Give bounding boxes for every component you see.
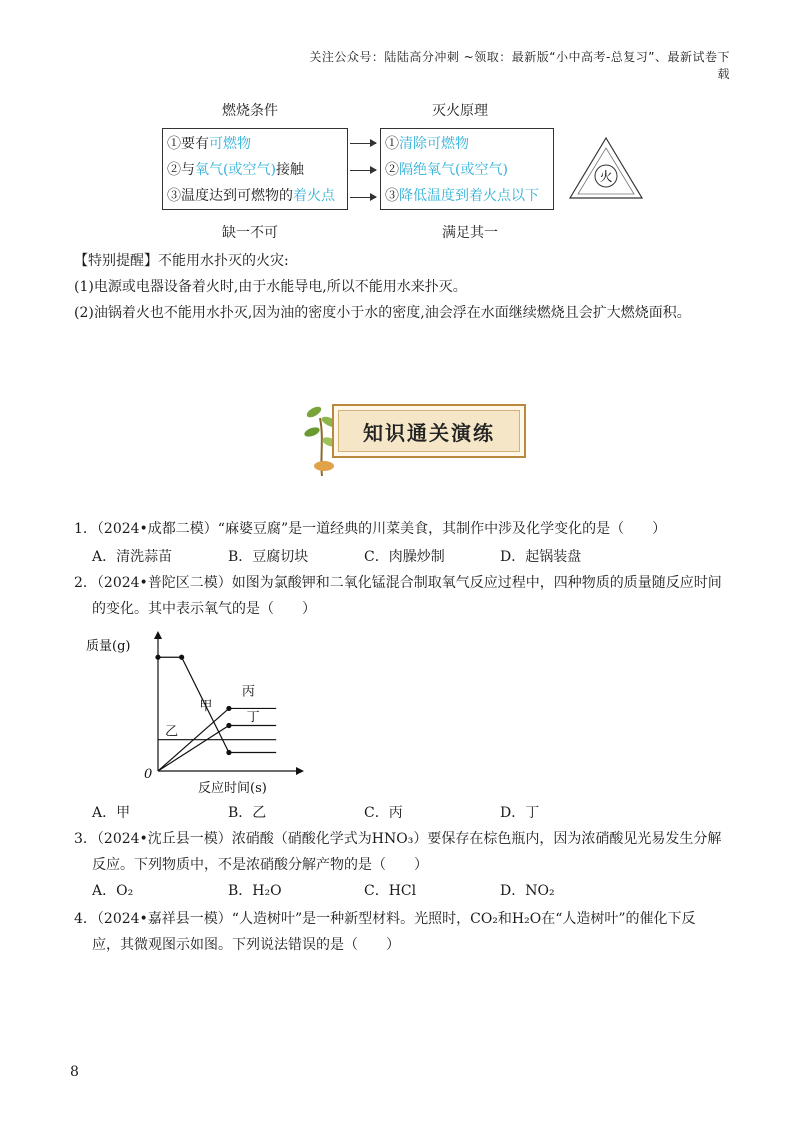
q2-option-b: B．乙 [228, 805, 267, 821]
q1-option-a: A．清洗蒜苗 [92, 549, 173, 565]
origin-label: 0 [144, 767, 153, 782]
q1-option-c: C．肉臊炒制 [364, 549, 445, 565]
principle-row-3: ③降低温度到着火点以下 [385, 188, 539, 204]
header-note: 关注公众号：陆陆高分冲刺 ~领取：最新版“小中高考-总复习”、最新试卷下载 [309, 50, 730, 81]
principle-box [380, 128, 554, 210]
series-label-4: 丁 [246, 710, 260, 726]
q2-stem-line-1: 2．（2024•普陀区二模）如图为氯酸钾和二氧化锰混合制取氧气反应过程中，四种物质的质量随反应时间 [74, 575, 722, 591]
arrow-3 [350, 197, 376, 198]
q2-option-c: C．丙 [364, 805, 403, 821]
right-column-title: 灭火原理 [432, 103, 488, 119]
series-label-1: 甲 [199, 698, 213, 714]
condition-row-1: ①要有可燃物 [167, 136, 251, 152]
series-point [179, 655, 184, 660]
q1-option-d: D．起锅装盘 [500, 549, 582, 565]
q2-option-a: A．甲 [92, 805, 131, 821]
condition-row-2: ②与氧气(或空气)接触 [167, 162, 304, 178]
q3-option-b: B．H₂O [228, 883, 282, 899]
section-banner [300, 398, 540, 478]
q2-option-d: D．丁 [500, 805, 540, 821]
page-number: 8 [70, 1064, 79, 1080]
q4-stem-line-1: 4．（2024•嘉祥县一模）“人造树叶”是一种新型材料。光照时，CO₂和H₂O在“人造树叶”的催化下反 [74, 911, 696, 927]
reminder-item-2: (2)油锅着火也不能用水扑灭,因为油的密度小于水的密度,油会浮在水面继续燃烧且会扩大燃烧面积。 [74, 305, 691, 321]
q1-stem: 1．（2024•成都二模）“麻婆豆腐”是一道经典的川菜美食，其制作中涉及化学变化的是（ ） [74, 521, 667, 537]
reminder-title: 【特别提醒】不能用水扑灭的火灾: [74, 253, 289, 269]
series-point [226, 723, 231, 728]
q3-stem-line-1: 3．（2024•沈丘县一模）浓硝酸（硝酸化学式为HNO₃）要保存在棕色瓶内，因为浓硝酸见光易发生分解 [74, 831, 722, 847]
series-point [155, 655, 160, 660]
q3-stem-line-2: 反应。下列物质中，不是浓硝酸分解产物的是（ ） [92, 857, 428, 873]
condition-box [162, 128, 348, 210]
condition-row-3: ③温度达到可燃物的着火点 [167, 188, 335, 204]
reminder-item-1: (1)电源或电器设备着火时,由于水能导电,所以不能用水来扑灭。 [74, 279, 467, 295]
q1-option-b: B．豆腐切块 [228, 549, 309, 565]
left-column-footer: 缺一不可 [222, 225, 278, 241]
principle-row-2: ②隔绝氧气(或空气) [385, 162, 508, 178]
y-axis-arrow [154, 631, 162, 639]
q3-option-a: A．O₂ [92, 883, 134, 899]
banner-title: 知识通关演练 [338, 410, 520, 452]
q2-stem-line-2: 的变化。其中表示氧气的是（ ） [92, 601, 316, 617]
x-axis-label: 反应时间(s) [198, 781, 267, 796]
q3-option-c: C．HCl [364, 883, 417, 899]
series-label-3: 丙 [241, 684, 255, 700]
triangle-center-label: 火 [599, 170, 613, 185]
series-point [226, 706, 231, 711]
left-column-title: 燃烧条件 [222, 103, 278, 119]
right-column-footer: 满足其一 [442, 225, 498, 241]
series-label-2: 乙 [165, 724, 179, 740]
q3-option-d: D．NO₂ [500, 883, 555, 899]
arrow-2 [350, 170, 376, 171]
q4-stem-line-2: 应，其微观图示如图。下列说法错误的是（ ） [92, 937, 400, 953]
arrow-1 [350, 143, 376, 144]
x-axis-arrow [296, 767, 304, 775]
mass-time-chart [86, 628, 306, 798]
principle-row-1: ①清除可燃物 [385, 136, 469, 152]
series-point [226, 750, 231, 755]
fire-triangle-icon [566, 134, 646, 202]
y-axis-label: 质量(g) [86, 639, 131, 654]
